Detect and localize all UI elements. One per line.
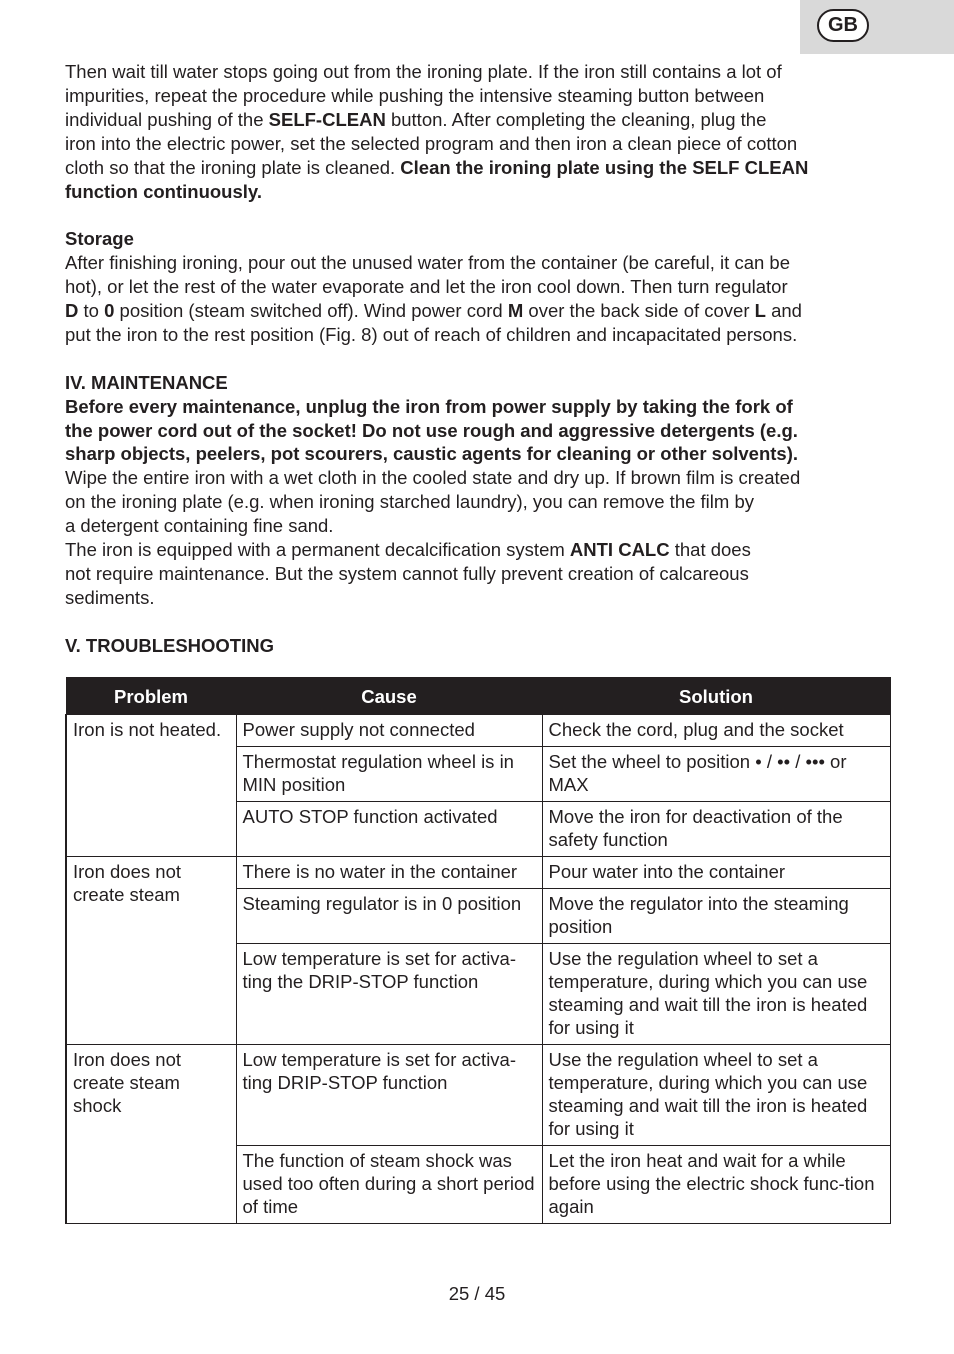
text-line: function continuously. (65, 180, 262, 202)
position-label: 0 (104, 300, 115, 322)
maintenance-section (65, 371, 895, 610)
solution-cell: Set the wheel to position • / •• / ••• or MAX (542, 747, 890, 802)
self-clean-term: SELF-CLEAN (268, 108, 386, 130)
cause-cell: The function of steam shock was used too often during a short period of time (236, 1146, 542, 1224)
problem-cell: Iron does not create steam shock (66, 1045, 236, 1224)
text-line: put the iron to the rest position (Fig. 8) out of reach of children and incapacitated persons. (65, 323, 798, 345)
text-line: sediments. (65, 586, 155, 608)
text-line: impurities, repeat the procedure while pushing the intensive steaming button between (65, 84, 765, 106)
problem-column-header: Problem (66, 678, 236, 715)
text-line (65, 538, 895, 562)
text-run: The iron is equipped with a permanent decalcification system (65, 539, 570, 561)
cause-cell: AUTO STOP function activated (236, 802, 542, 857)
solution-cell: Pour water into the container (542, 857, 890, 889)
solution-cell: Use the regulation wheel to set a temperature, during which you can use steaming and wait till the iron is heated for using it (542, 1045, 890, 1146)
troubleshooting-table (65, 677, 891, 1224)
text-run: cloth so that the ironing plate is cleaned. (65, 156, 401, 178)
text-line: not require maintenance. But the system cannot fully prevent creation of calcareous (65, 563, 749, 584)
text-line: Then wait till water stops going out from the ironing plate. If the iron still contains a lot of (65, 61, 782, 82)
text-line (65, 299, 895, 323)
language-tab (800, 0, 954, 54)
cause-cell: Low temperature is set for activa-ting the DRIP-STOP function (236, 944, 542, 1045)
solution-cell: Move the iron for deactivation of the safety function (542, 802, 890, 857)
text-line: iron into the electric power, set the selected program and then iron a clean piece of cotton (65, 132, 798, 154)
part-label: D (65, 300, 79, 322)
storage-heading: Storage (65, 228, 134, 250)
table-row (66, 857, 890, 889)
language-badge: GB (817, 9, 869, 42)
storage-section (65, 227, 895, 347)
cause-column-header: Cause (236, 678, 542, 715)
table-row (66, 715, 890, 747)
text-run: individual pushing of the (65, 108, 269, 130)
solution-cell: Let the iron heat and wait for a while before using the electric shock func-tion again (542, 1146, 890, 1224)
problem-cell: Iron is not heated. (66, 715, 236, 857)
text-line: Wipe the entire iron with a wet cloth in the cooled state and dry up. If brown film is created (65, 467, 801, 489)
text-line: a detergent containing fine sand. (65, 515, 334, 537)
solution-cell: Move the regulator into the steaming position (542, 889, 890, 944)
text-line: After finishing ironing, pour out the unused water from the container (be careful, it can be (65, 252, 790, 274)
text-run: that does (669, 539, 751, 561)
warning-line: sharp objects, peelers, pot scourers, caustic agents for cleaning or other solvents). (65, 443, 799, 465)
text-run: over the back side of cover (523, 300, 755, 322)
intro-paragraph (65, 60, 895, 203)
solution-cell: Use the regulation wheel to set a temperature, during which you can use steaming and wait till the iron is heated for using it (542, 944, 890, 1045)
emphasis-text: Clean the ironing plate using the SELF CLEAN (400, 156, 809, 178)
solution-column-header: Solution (542, 678, 890, 715)
text-line (65, 156, 895, 180)
cause-cell: Thermostat regulation wheel is in MIN position (236, 747, 542, 802)
text-run: to (78, 300, 105, 322)
table-row (66, 1045, 890, 1146)
part-label: M (507, 300, 524, 322)
text-run: button. After completing the cleaning, plug the (385, 108, 767, 130)
cause-cell: Steaming regulator is in 0 position (236, 889, 542, 944)
text-line: hot), or let the rest of the water evaporate and let the iron cool down. Then turn regulator (65, 276, 788, 298)
cause-cell: Low temperature is set for activa-ting DRIP-STOP function (236, 1045, 542, 1146)
solution-cell: Check the cord, plug and the socket (542, 715, 890, 747)
text-run: and (765, 300, 802, 322)
table-header-row (66, 678, 890, 715)
anti-calc-term: ANTI CALC (569, 539, 670, 561)
warning-line: the power cord out of the socket! Do not use rough and aggressive detergents (e.g. (65, 419, 798, 441)
troubleshooting-heading: V. TROUBLESHOOTING (65, 634, 275, 656)
cause-cell: There is no water in the container (236, 857, 542, 889)
maintenance-heading: IV. MAINTENANCE (65, 371, 228, 393)
text-line (65, 108, 895, 132)
warning-line: Before every maintenance, unplug the iron from power supply by taking the fork of (65, 395, 793, 417)
text-line: on the ironing plate (e.g. when ironing starched laundry), you can remove the film by (65, 491, 754, 513)
problem-cell: Iron does not create steam (66, 857, 236, 1045)
document-body (65, 60, 895, 658)
cause-cell: Power supply not connected (236, 715, 542, 747)
page-number: 25 / 45 (448, 1283, 506, 1304)
part-label: L (754, 300, 766, 322)
text-run: position (steam switched off). Wind power cord (114, 300, 508, 322)
